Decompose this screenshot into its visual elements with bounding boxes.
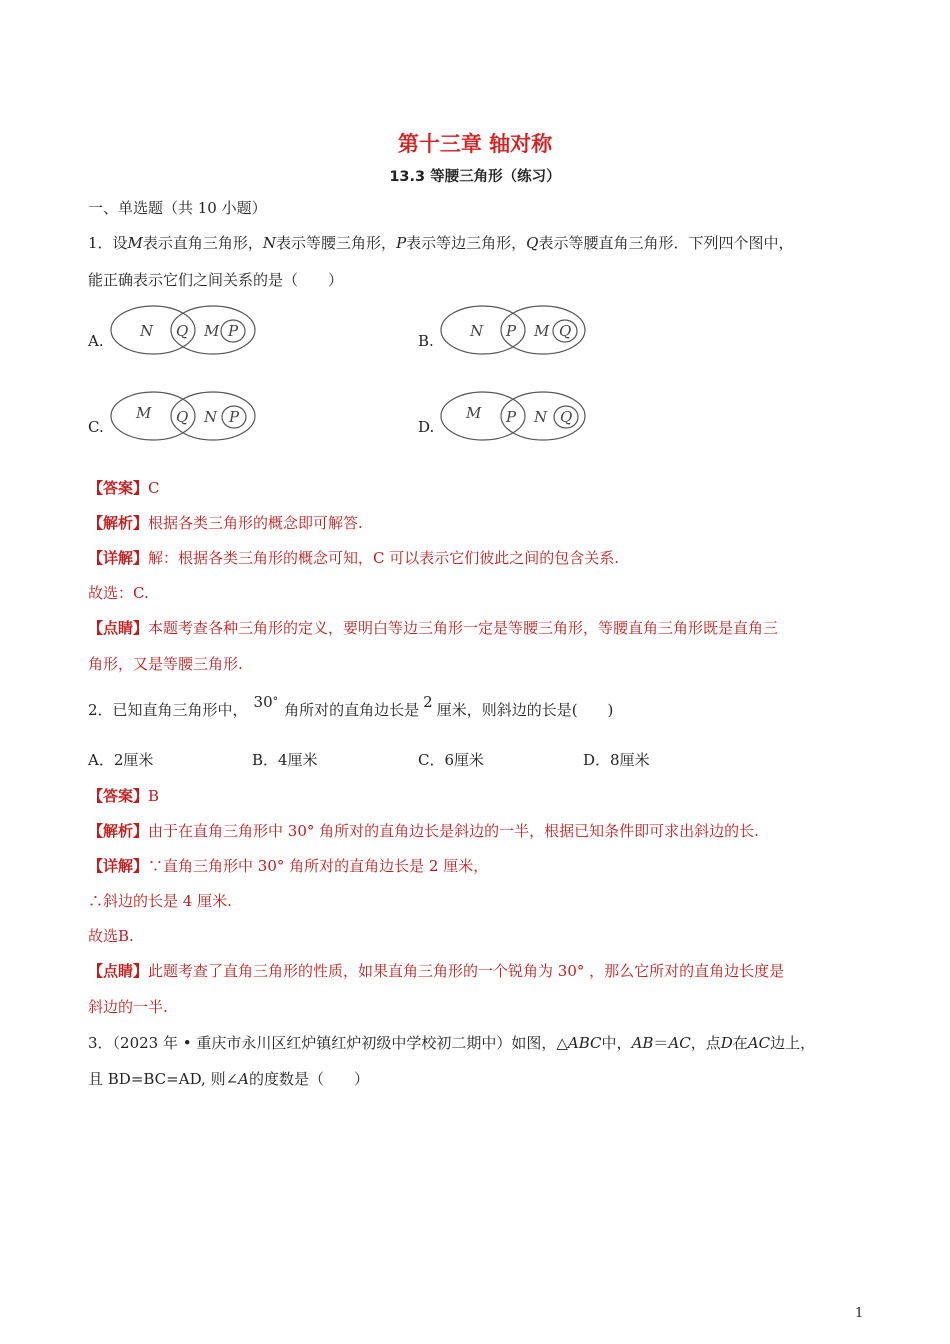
venn-label-2: Q <box>176 322 189 340</box>
q1-option-d-venn-diagram <box>438 388 588 448</box>
venn-label-2: Q <box>176 408 189 426</box>
q1-comment-line-1: 【点睛】本题考查各种三角形的定义，要明白等边三角形一定是等腰三角形，等腰直角三角形既是直角三 <box>88 619 779 637</box>
venn-label-4: P <box>228 322 239 340</box>
q2-number: 2．已知直角三角形中， <box>88 701 248 719</box>
q2-option-c: C．6厘米 <box>418 751 485 769</box>
chapter-title: 第十三章 轴对称 <box>397 132 553 156</box>
q1-detail: 【详解】解：根据各类三角形的概念可知，C 可以表示它们彼此之间的包含关系. <box>88 549 620 567</box>
venn-label-1: N <box>140 322 154 340</box>
q2-stem: 2．已知直角三角形中， 30° 角所对的直角边长是 2 厘米，则斜边的长是( ) <box>88 693 614 719</box>
venn-label-2: P <box>506 322 517 340</box>
q3-line-2: 且 BD=BC=AD, 则∠A的度数是（ ） <box>88 1070 370 1088</box>
venn-label-1: M <box>466 404 482 422</box>
q1-answer: 【答案】C <box>88 479 160 497</box>
q2-analysis: 【解析】由于在直角三角形中 30° 角所对的直角边长是斜边的一半，根据已知条件即可求出斜边的长. <box>88 822 759 840</box>
venn-label-4: P <box>229 408 240 426</box>
venn-label-4: Q <box>559 322 572 340</box>
q1-option-c-label: C. <box>88 418 104 436</box>
q1-var-m: M <box>127 234 143 252</box>
q2-comment-line-1: 【点睛】此题考查了直角三角形的性质，如果直角三角形的一个锐角为 30° ，那么它所对的直角边长度是 <box>88 962 785 980</box>
q1-option-b-label: B. <box>418 332 434 350</box>
venn-label-1: N <box>470 322 484 340</box>
venn-label-2: P <box>506 408 517 426</box>
section-subtitle: 13.3 等腰三角形（练习） <box>389 169 561 185</box>
q1-line-2: 能正确表示它们之间关系的是（ ） <box>88 271 344 289</box>
q2-detail-line-1: 【详解】∵直角三角形中 30° 角所对的直角边长是 2 厘米， <box>88 857 489 875</box>
page-number: 1 <box>855 1306 864 1321</box>
q2-detail-line-2: ∴斜边的长是 4 厘米. <box>88 892 232 910</box>
q2-choice: 故选B. <box>88 927 134 945</box>
q2-length: 2 <box>423 693 433 711</box>
venn-label-4: Q <box>560 408 573 426</box>
q1-number: 1．设 <box>88 234 128 252</box>
venn-label-3: N <box>204 408 218 426</box>
venn-label-1: M <box>136 404 152 422</box>
q1-option-a-venn-diagram <box>108 302 258 362</box>
q3-number: 3． <box>88 1034 113 1052</box>
q2-answer: 【答案】B <box>88 787 160 805</box>
q2-angle: 30° <box>253 693 279 711</box>
venn-label-3: N <box>534 408 548 426</box>
section-heading: 一、单选题（共 10 小题） <box>88 199 267 217</box>
q1-comment-line-2: 角形，又是等腰三角形. <box>88 655 243 673</box>
q1-option-c-venn-diagram <box>108 388 258 448</box>
q3-line-1: 3．（2023 年 • 重庆市永川区红炉镇红炉初级中学校初二期中）如图，△ABC中，AB＝AC，点D在AC边上， <box>88 1034 816 1052</box>
venn-label-3: M <box>204 322 220 340</box>
q2-option-d: D．8厘米 <box>583 751 650 769</box>
q2-option-a: A．2厘米 <box>88 751 154 769</box>
q2-comment-line-2: 斜边的一半. <box>88 998 168 1016</box>
q1-option-a-label: A. <box>88 332 104 350</box>
q1-choice: 故选：C. <box>88 584 149 602</box>
q1-analysis: 【解析】根据各类三角形的概念即可解答. <box>88 514 363 532</box>
q1-var-q: Q <box>526 234 539 252</box>
q1-var-n: N <box>262 234 277 252</box>
q2-option-b: B．4厘米 <box>252 751 318 769</box>
venn-label-3: M <box>534 322 550 340</box>
q1-option-d-label: D. <box>418 418 435 436</box>
q1-line-1: 1．设M表示直角三角形，N表示等腰三角形，P表示等边三角形，Q表示等腰直角三角形．下列四个图中， <box>88 234 794 252</box>
q1-option-b-venn-diagram <box>438 302 588 362</box>
q1-var-p: P <box>396 234 407 252</box>
